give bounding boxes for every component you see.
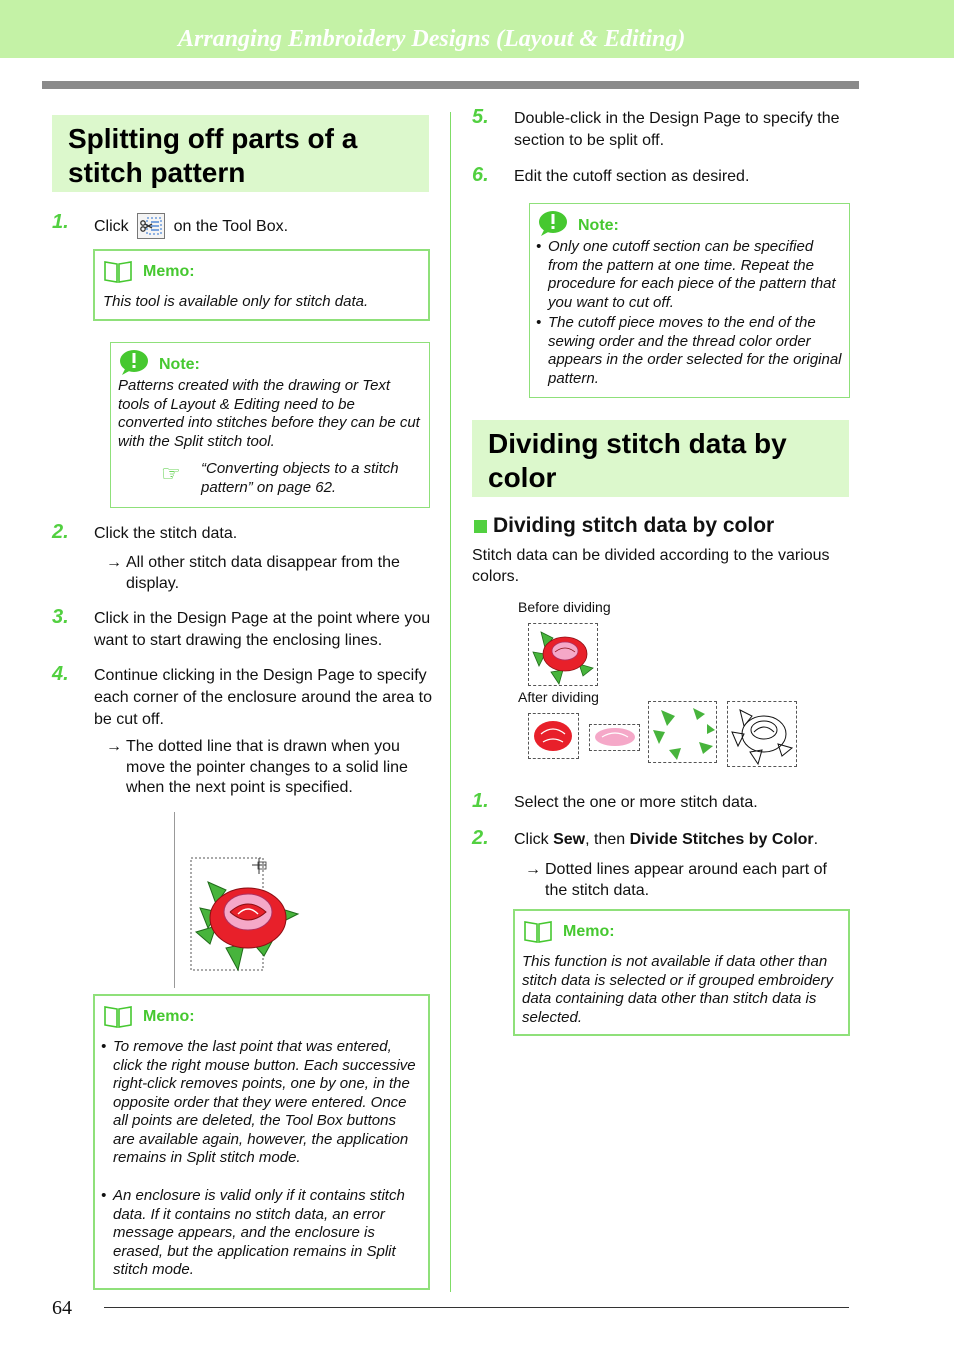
bullet-mark: • (101, 1187, 107, 1204)
note-box (110, 342, 430, 508)
step-number: 3. (52, 606, 69, 628)
section-title-dividing: Dividing stitch data by color (488, 428, 787, 493)
step-6-text: Edit the cutoff section as desired. (514, 168, 750, 185)
header-title: Arranging Embroidery Designs (Layout & Editing) (178, 26, 686, 52)
step-number: 1. (472, 790, 489, 812)
step-number: 2. (52, 521, 69, 543)
memo-box (513, 909, 850, 1036)
note-bullet: The cutoff piece moves to the end of the sewing order and the thread color order appears in the order selected for the original pattern. (548, 314, 842, 387)
memo-title: Memo: (143, 263, 195, 280)
arrow-icon: → (525, 861, 541, 878)
sew-menu-name: Sew (553, 831, 586, 848)
memo-bullet: An enclosure is valid only if it contains stitch data. If it contains no stitch data, an error message appears, and the enclosure is erased, but the application remains in Split stitch mode. (113, 1187, 405, 1278)
memo-text: This tool is available only for stitch data. (103, 293, 369, 310)
split-stitch-tool-icon[interactable] (137, 213, 165, 239)
divide-step-2-result: Dotted lines appear around each part of the stitch data. (545, 861, 827, 899)
memo-title: Memo: (143, 1008, 195, 1025)
after-thumbnail-pink (589, 724, 640, 751)
memo-box (93, 249, 430, 321)
step-1-text (94, 213, 288, 239)
step-1-pre: Click (94, 218, 129, 235)
section-intro: Stitch data can be divided according to the various colors. (472, 547, 830, 585)
before-thumbnail (528, 623, 598, 686)
step-3-text: Click in the Design Page at the point where you want to start drawing the enclosing lines. (94, 610, 431, 649)
book-icon (103, 258, 133, 289)
step-number: 4. (52, 663, 69, 685)
page-number: 64 (52, 1297, 72, 1319)
after-thumbnail-green (648, 701, 717, 763)
before-caption: Before dividing (518, 599, 611, 615)
step-number: 5. (472, 106, 489, 128)
bullet-mark: • (101, 1038, 107, 1055)
memo-box (93, 994, 430, 1290)
arrow-icon: → (106, 554, 122, 571)
header-divider (42, 81, 859, 89)
divide-step-1-text: Select the one or more stitch data. (514, 794, 758, 811)
step-2-result: All other stitch data disappear from the display. (126, 554, 400, 592)
bullet-mark: • (536, 314, 542, 331)
canvas-edge (174, 812, 175, 988)
divide-step-2-text (514, 829, 818, 851)
after-thumbnail-red (528, 713, 579, 759)
step-4-result: The dotted line that is drawn when you move the pointer changes to a solid line when the next point is specified. (126, 738, 408, 796)
note-box (529, 203, 850, 398)
exclamation-icon (538, 210, 570, 241)
step-5-text: Double-click in the Design Page to specify the section to be split off. (514, 110, 840, 149)
divide-step-2-pre: Click (514, 831, 554, 848)
after-caption: After dividing (518, 689, 599, 705)
memo-bullet: To remove the last point that was entered, click the right mouse button. Each successive right-click removes points, one by one, in the opposite order that they were entered. Once all points are deleted, the Tool Box buttons are available again, however, the application remains in Split stitch mode. (113, 1038, 416, 1166)
section-title-splitting: Splitting off parts of a stitch pattern (68, 123, 358, 188)
arrow-icon: → (106, 738, 122, 755)
book-icon (523, 918, 553, 949)
column-divider (450, 112, 451, 1292)
memo-title: Memo: (563, 923, 615, 940)
divide-step-2-post: . (813, 831, 819, 848)
step-number: 6. (472, 164, 489, 186)
footer-rule (104, 1307, 849, 1308)
step-4-text: Continue clicking in the Design Page to specify each corner of the enclosure around the area to be cut off. (94, 667, 432, 728)
exclamation-icon (119, 349, 151, 380)
after-thumbnail-outline (727, 701, 797, 767)
memo-text: This function is not available if data other than stitch data is selected or if grouped embroidery data containing data other than stitch data is selected. (522, 953, 833, 1026)
note-text: Patterns created with the drawing or Text tools of Layout & Editing need to be converted into stitches before they can be cut with the Split stitch tool. (118, 377, 420, 450)
pointing-hand-icon: ☞ (161, 461, 181, 486)
divide-step-2-mid: , then (585, 831, 630, 848)
note-reference-link[interactable]: “Converting objects to a stitch pattern” on page 62. (201, 460, 399, 496)
step-number: 1. (52, 211, 69, 233)
divide-stitches-command-name: Divide Stitches by Color (629, 831, 814, 848)
step-1-post: on the Tool Box. (173, 218, 289, 235)
bullet-mark: • (536, 238, 542, 255)
step-number: 2. (472, 827, 489, 849)
subsection-title: Dividing stitch data by color (493, 514, 775, 537)
book-icon (103, 1003, 133, 1034)
note-title: Note: (159, 356, 200, 373)
note-bullet: Only one cutoff section can be specified from the pattern at one time. Repeat the procedure for each piece of the pattern that you want to cut off. (548, 238, 836, 311)
note-title: Note: (578, 217, 619, 234)
subsection-marker (474, 520, 487, 533)
rose-enclosure-illustration (186, 852, 306, 978)
step-2-text: Click the stitch data. (94, 525, 238, 542)
